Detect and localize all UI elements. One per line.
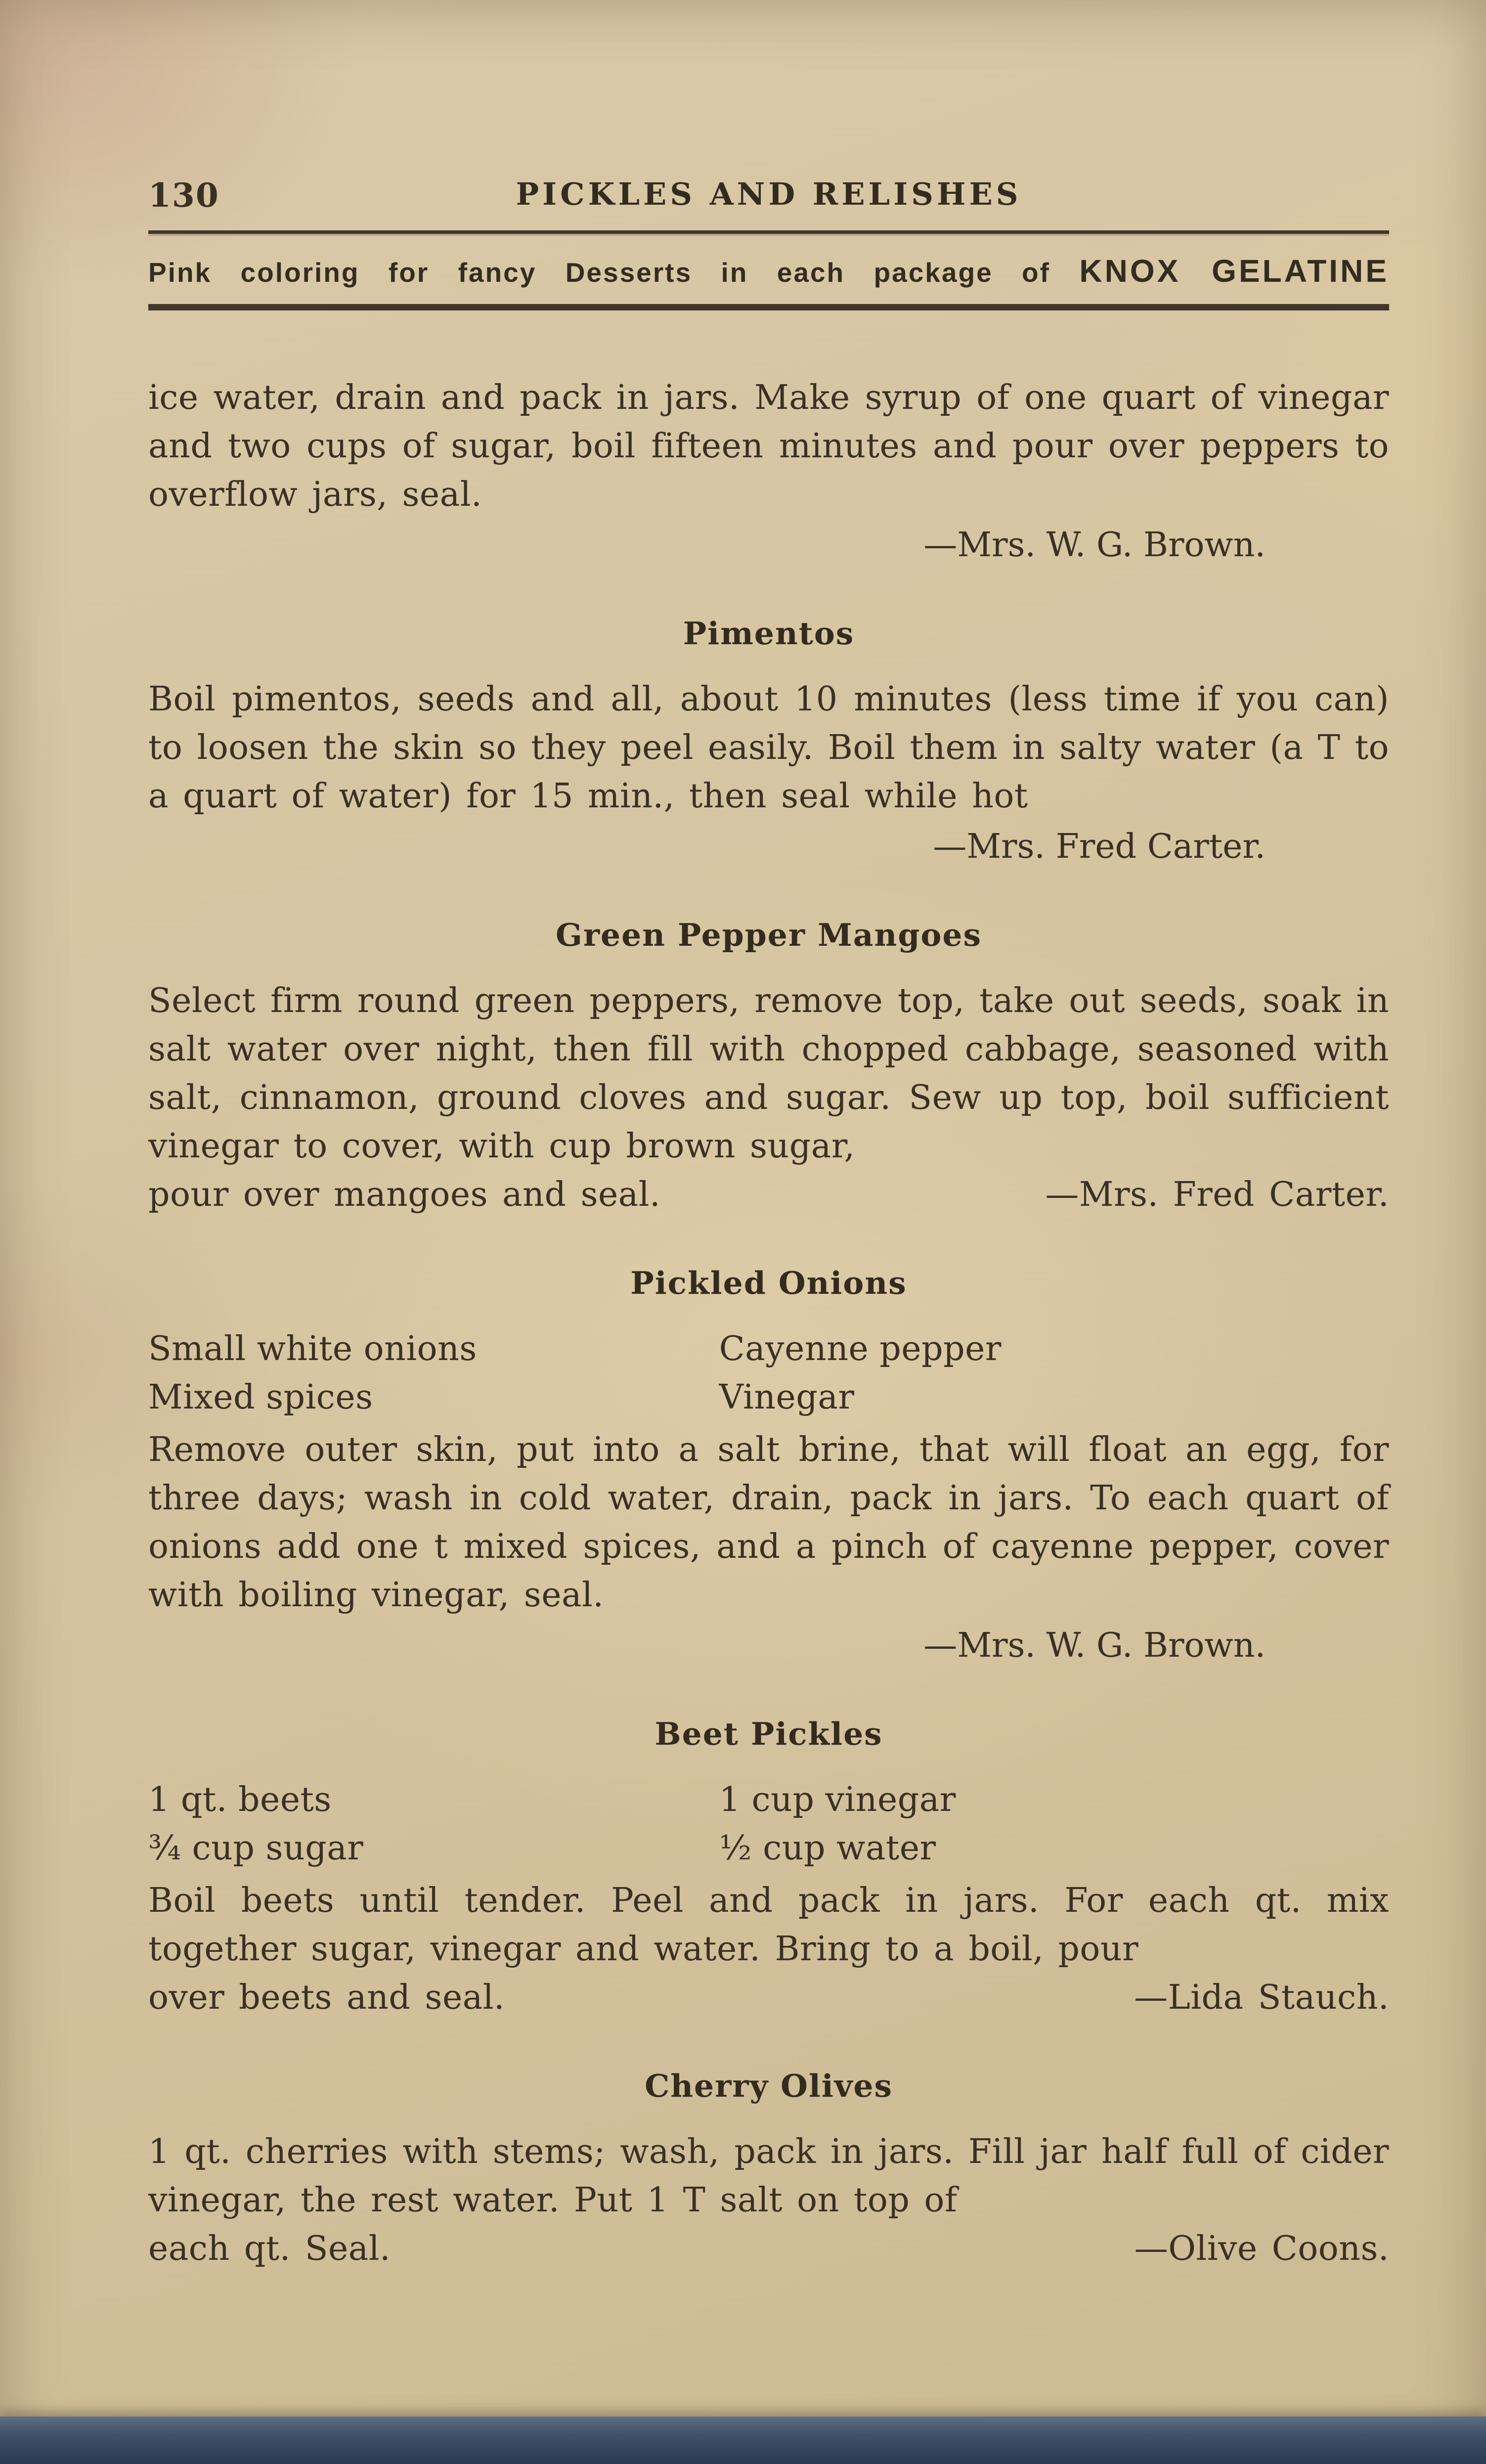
recipe-lastline-green-pepper-mangoes [148,1171,1389,1219]
ad-text: Pink coloring for fancy Desserts in each package of [148,257,1050,288]
recipe-attribution-cherry-olives: —Olive Coons. [1134,2229,1389,2268]
ingredient-list-beet-pickles [148,1776,1389,1873]
recipe-title-pimentos: Pimentos [683,615,855,652]
recipe-title-green-pepper-mangoes: Green Pepper Mangoes [556,917,982,953]
ingredient-left: ¾ cup sugar [148,1829,364,1868]
running-title: PICKLES AND RELISHES [516,176,1022,212]
ingredient-list-pickled-onions [148,1325,1389,1422]
ingredient-right: ½ cup water [719,1829,936,1868]
recipe-body-cherry-olives: 1 qt. cherries with stems; wash, pack in jars. Fill jar half full of cider vinegar, the rest water. Put 1 T salt on top of [148,2132,1389,2220]
ingredient-left: Small white onions [148,1329,477,1368]
recipe-attribution-pickled-onions: —Mrs. W. G. Brown. [923,1626,1266,1665]
recipe-text-block [148,374,1389,2273]
recipe-body-green-pepper-mangoes: Select firm round green peppers, remove top, take out seeds, soak in salt water over night, then fill with chopped cabbage, seasoned with salt, cinnamon, ground cloves and sugar. Sew up top, boil sufficient vinegar to cover, with cup brown sugar, [148,981,1389,1166]
ingredient-right: Cayenne pepper [719,1329,1002,1368]
recipe-body-pimentos: Boil pimentos, seeds and all, about 10 minutes (less time if you can) to loosen the skin so they peel easily. Boil them in salty water (a T to a quart of water) for 15 min., then seal while hot [148,680,1389,816]
ingredient-left: 1 qt. beets [148,1780,332,1819]
recipe-lastline-beet-pickles [148,1974,1389,2022]
header-rule [148,230,1389,234]
ingredient-row [148,1824,1389,1873]
recipe-attribution-beet-pickles: —Lida Stauch. [1134,1978,1389,2017]
recipe-attribution-green-pepper-mangoes: —Mrs. Fred Carter. [1045,1175,1389,1214]
page-number: 130 [148,176,219,215]
recipe-body-beet-pickles: Boil beets until tender. Peel and pack in jars. For each qt. mix together sugar, vinegar and water. Bring to a boil, pour [148,1881,1389,1969]
recipe-body-pickled-onions: Remove outer skin, put into a salt brine, that will float an egg, for three days; wash in cold water, drain, pack in jars. To each quart of onions add one t mixed spices, and a pinch of cayenne pepper, cover with boiling vinegar, seal. [148,1430,1389,1615]
recipe-title-pickled-onions: Pickled Onions [630,1265,907,1301]
ingredient-row [148,1776,1389,1824]
next-page-edge [0,2417,1486,2464]
intro-attribution: —Mrs. W. G. Brown. [923,526,1266,565]
recipe-body-end: over beets and seal. [148,1978,505,2017]
ingredient-right: 1 cup vinegar [719,1780,956,1819]
recipe-attribution-pimentos: —Mrs. Fred Carter. [933,827,1266,866]
recipe-title-cherry-olives: Cherry Olives [645,2068,893,2104]
ingredient-row [148,1373,1389,1422]
page-header [148,176,1389,220]
recipe-body-end: each qt. Seal. [148,2229,391,2268]
ingredient-left: Mixed spices [148,1378,373,1417]
recipe-lastline-cherry-olives [148,2225,1389,2273]
recipe-body-end: pour over mangoes and seal. [148,1175,661,1214]
ad-brand: KNOX GELATINE [1079,253,1389,289]
ingredient-right: Vinegar [719,1378,855,1417]
recipe-title-beet-pickles: Beet Pickles [655,1716,883,1752]
intro-paragraph: ice water, drain and pack in jars. Make syrup of one quart of vinegar and two cups of sugar, boil fifteen minutes and pour over peppers to overflow jars, seal. [148,378,1389,514]
ad-banner [148,253,1389,289]
banner-rule [148,304,1389,310]
ingredient-row [148,1325,1389,1373]
